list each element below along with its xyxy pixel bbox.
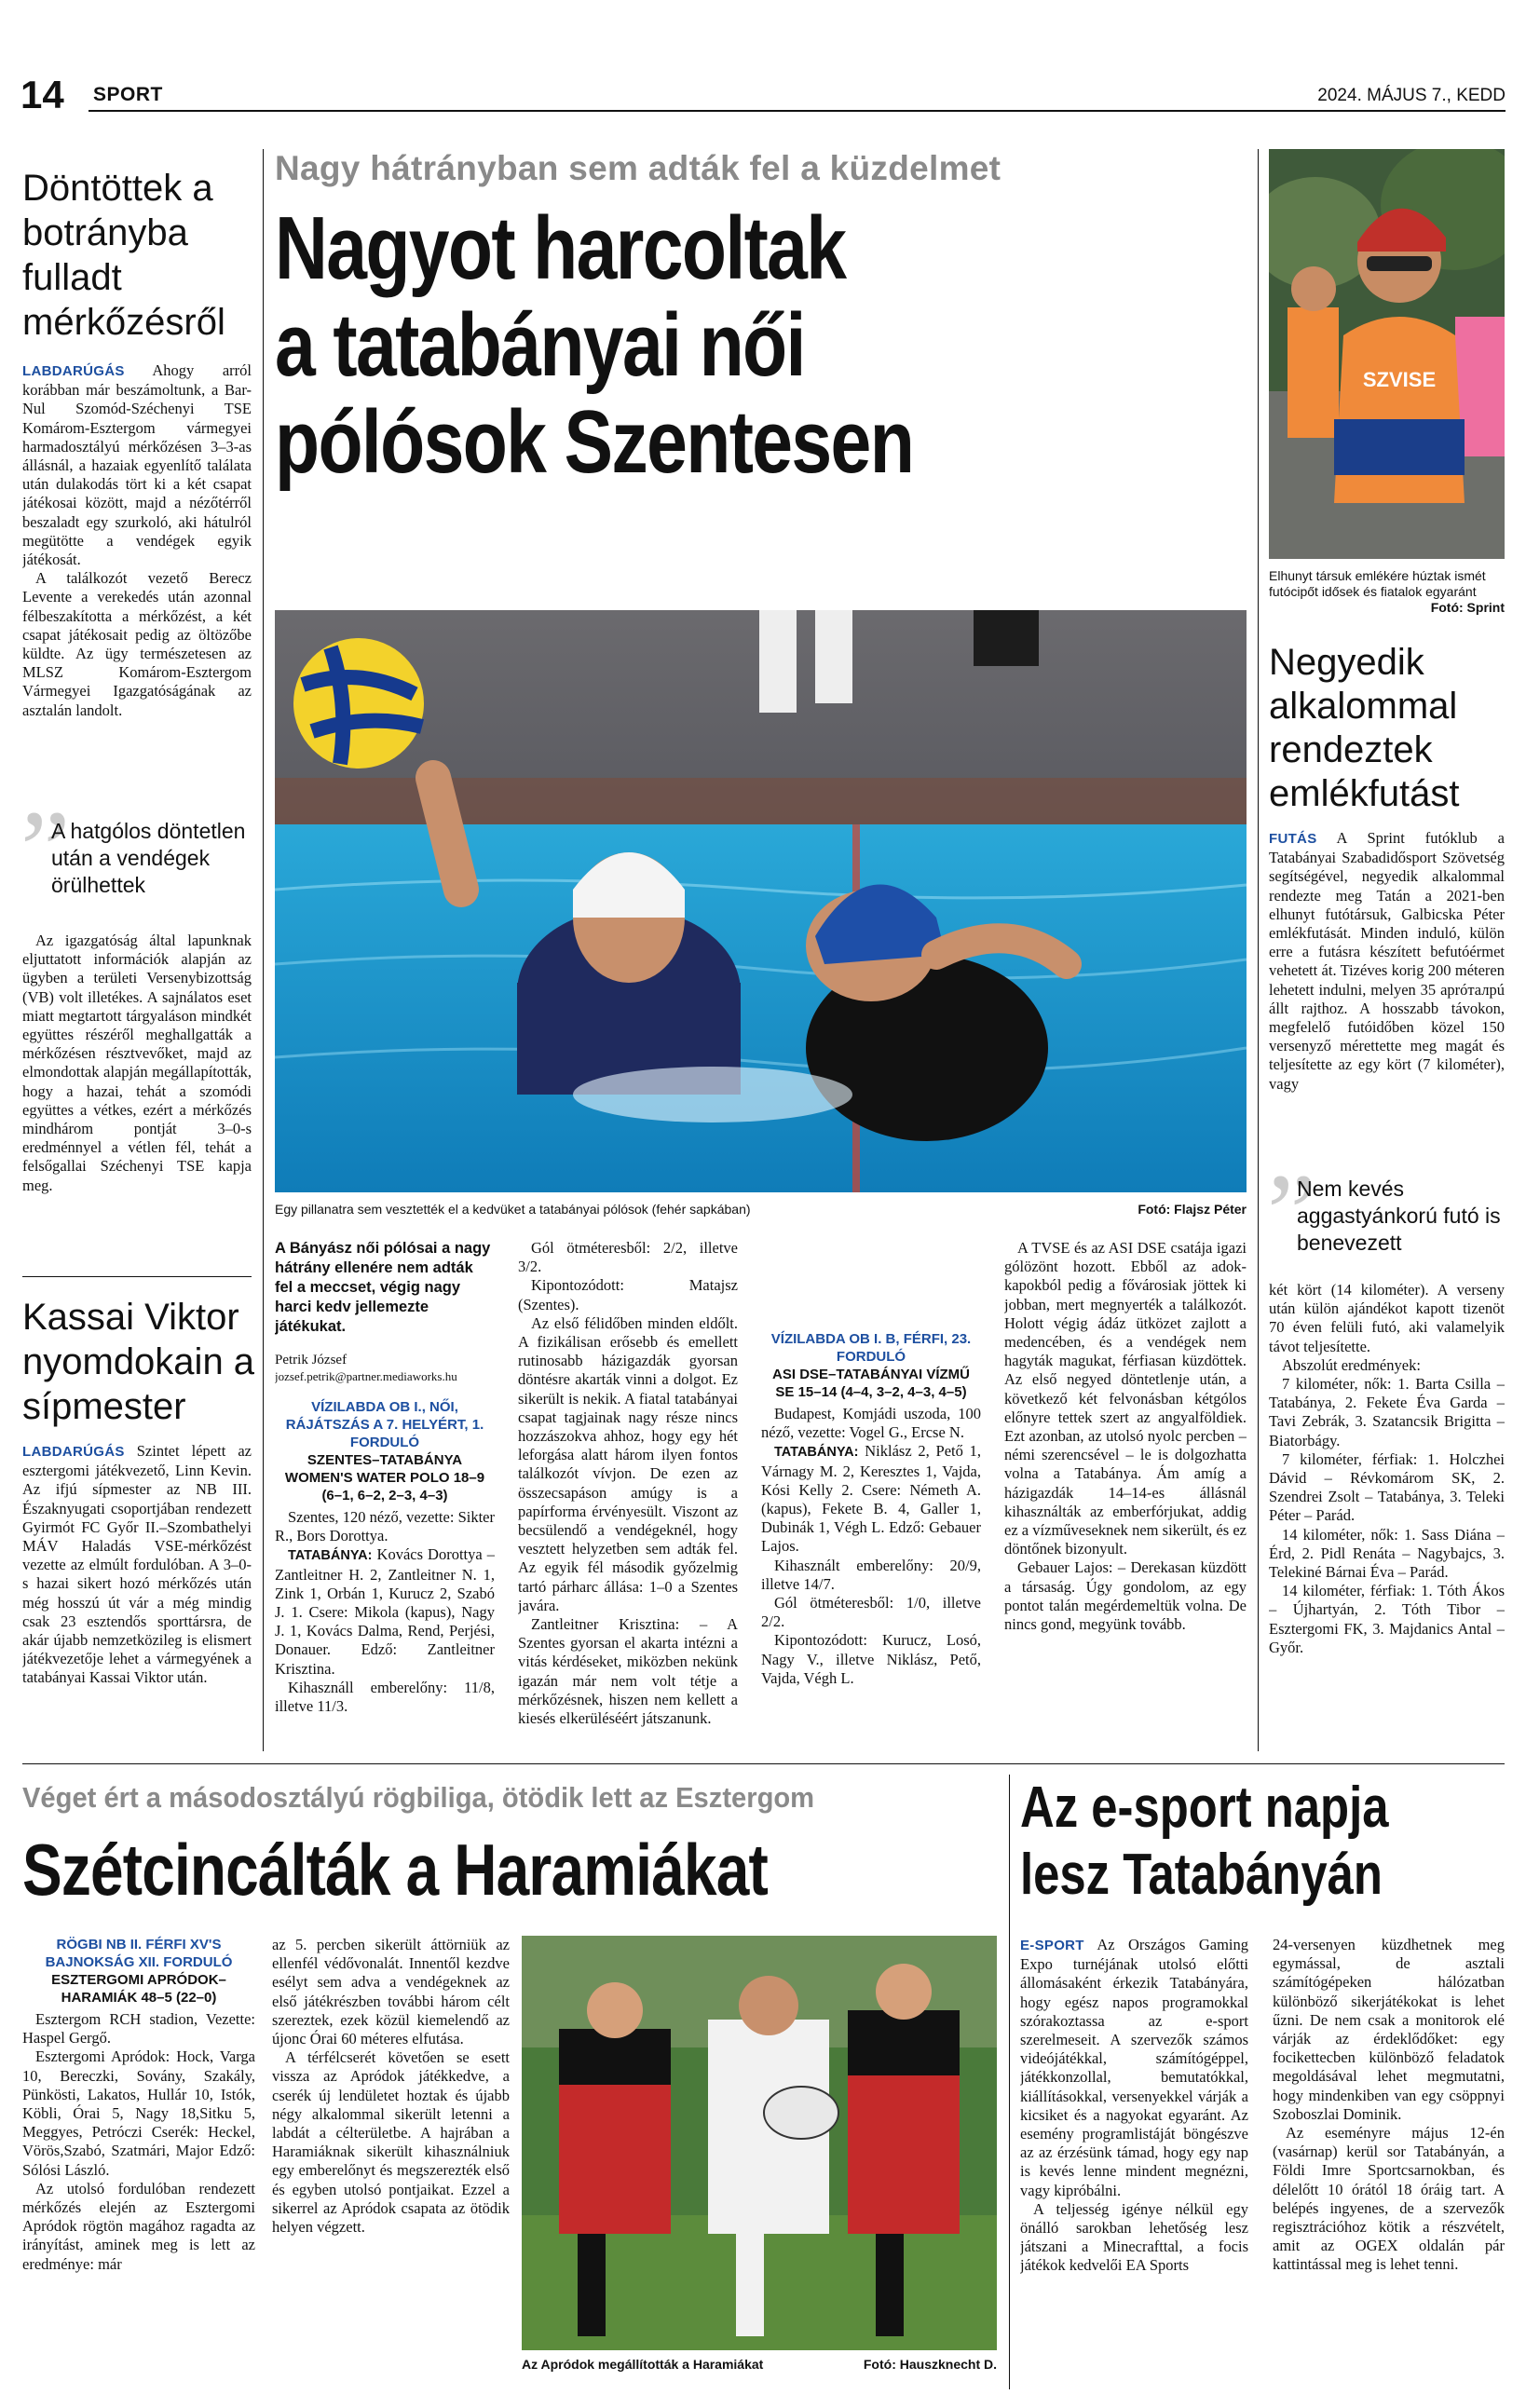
side-photo-credit: Fotó: Sprint [1430,600,1505,615]
main-paragraph: Gól ötméteresből: 2/2, illetve 3/2. [518,1239,738,1276]
art1-paragraph: A találkozót vezető Berecz Levente a verekedés után azonnal félbeszakította a mérkőzést, a két csapat játékosait pedig az öltözőbe küldte. Az ügy természetesen az MLSZ Komárom-Esztergom Vármegyei Igazgatóságának az asztalán landolt. [22,569,252,719]
esport-title [1020,1775,1388,1909]
esport-paragraph: Az Országos Gaming Expo turnéjának utolsó előtti állomásaként érkezik Tatabányára, hogy egész napos programokkal szórakoztassa az e-sport szerelmeseit. A szervezők számos videójátékkal, számítógéppel, játékkonzollal, bemutatókkal, kiállításokkal, versenyekkel várják a kicsiket és a nagyokat egyaránt. Az esemény programlistáját böngészve az az érzésünk támad, hogy egy nap is kevés lenne mindent megnézni, vagy kipróbálni. [1020,1936,1248,2199]
rugby-kicker: Véget ért a másodosztályú rögbiliga, ötödik lett az Esztergom [22,1781,815,1814]
rugby-stat-heading: RÖGBI NB II. FÉRFI XV'S BAJNOKSÁG XII. FORDULÓ [45,1937,233,1970]
art2-title: Kassai Viktor nyomdokain a sípmester [22,1297,255,1427]
rugby-photo-credit: Fotó: Hauszknecht D. [863,2357,997,2372]
stat1-periods: (6–1, 6–2, 2–3, 4–3) [321,1488,448,1503]
author-email: jozsef.petrik@partner.mediaworks.hu [275,1369,457,1383]
rugby-photo [522,1936,997,2350]
art1-paragraph: Ahogy arról korábban már beszámoltunk, a Bar-Nul Szomód-Széchenyi TSE Komárom-Esztergom vármegyei harmadosztályú mérkőzésen 3–3-as állásnál, a hazaiak egyenlítő találata után dulakodás tört ki a két csapat játékosai között, majd a nézőtérről beszaladt egy szurkoló, aki hátulról megütötte a vendégek egyik játékosát. [22,361,252,569]
main-col-1 [275,1239,495,1761]
main-paragraph: Budapest, Komjádi uszoda, 100 néző, vezette: Vogel G., Ercse N. [761,1405,981,1442]
main-col-3 [761,1239,981,1761]
stat2-label: TATABÁNYA: [774,1445,859,1461]
main-paragraph: Niklász 2, Pető 1, Várnagy M. 2, Keresztes 1, Vajda, Kósi Kelly 2. Csere: Németh A. (kapus), Fekete B. 4, Galler 1, Dubinák 1, Végh L. Edző: Gebauer Lajos. [761,1442,981,1556]
column-divider [1009,1775,1010,2389]
side-body [1269,829,1505,1160]
side-caption-text: Elhunyt társuk emlékére húztak ismét futócipőt idősek és fiatalok egyaránt [1269,568,1486,599]
quote-mark-icon: ” [1267,1150,1317,1274]
rugby-paragraph: Esztergom RCH stadion, Vezette: Haspel Gergő. [22,2010,255,2047]
side-result: 14 kilométer, nők: 1. Sass Diána – Érd, 2. Pidl Renáta – Nagybajcs, 3. Telekiné Bárnai Éva – Parád. [1269,1525,1505,1582]
main-paragraph: Kipontozódott: Kurucz, Losó, Nagy V., illetve Niklász, Pető, Vajda, Végh L. [761,1631,981,1687]
stat1-heading: VÍZILABDA OB I., NŐI, RÁJÁTSZÁS A 7. HELYÉRT, 1. FORDULÓ [285,1399,484,1450]
esport-paragraph: Az eseményre május 12-én (vasárnap) kerül sor Tatabányán, a Földi Imre Sportcsarnokban, és délelőtt 10 órától 18 óráig tart. A belépés ingyenes, de a szervezők regisztrációhoz kötik a részvételt, amit az OGEX oldalán pár kattintással meg is lehet tenni. [1273,2124,1505,2274]
main-kicker: Nagy hátrányban sem adták fel a küzdelmet [275,149,1001,187]
issue-date: 2024. MÁJUS 7., KEDD [1317,86,1506,105]
esport-paragraph: 24-versenyen küzdhetnek meg egymással, de asztali számítógépeken hálózatban különböző sikerjátékokat is lehet űzni. De nem csak a monitorok elé várják az érdeklődőket: egy focikettecben különböző feladatok megoldásával lehet megmutatni, hogy mindenkiben van egy csöppnyi Szoboszlai Dominik. [1273,1936,1505,2123]
rugby-title: Szétcincálták a Haramiákat [22,1829,768,1911]
side-title: Negyedik alkalommal rendeztek emlékfutást [1269,642,1460,814]
header-rule [89,110,1506,112]
art1-kicker: LABDARÚGÁS [22,363,125,379]
side-result: 7 kilométer, nők: 1. Barta Csilla – Tatabánya, 2. Fekete Éva Garda – Tavi Zebrák, 3. Szatancsik Brigitta – Biatorbágy. [1269,1375,1505,1449]
esport-title-line: lesz Tatabányán [1020,1843,1383,1907]
side-paragraph: A Sprint futóklub a Tatabányai Szabadidősport Szövetség segítségével, negyedik alkalommal rendezte meg Tatán a 2021-ben elhunyt futótársuk, Galbicska Péter emlékfutását. Minden induló, külön erre a futásra készített befutóérmet vehetett át. Tizéves korig 200 méteren lehetett indulni, melyen 35 apróталpú állt rajthoz. A hosszabb távokon, megfelelő futóidőben közel 150 versenyző mérettette meg magát és teljesítette az egy kört (7 kilométer), vagy [1269,829,1505,1093]
section-label: SPORT [93,84,163,105]
art1-body [22,361,252,799]
stat2-match: ASI DSE–TATABÁNYAI VÍZMŰ SE 15–14 (4–4, 3–2, 4–3, 4–5) [772,1367,970,1400]
art2-kicker: LABDARÚGÁS [22,1444,125,1460]
rugby-paragraph: Esztergomi Apródok: Hock, Varga 10, Bereczki, Sovány, Szakály, Pünkösti, Lakatos, Hullár 10, Istók, Köbli, Órai 5, Nagy 18,Sitku 5, Meggyes, Petróczi Cserék: Heckel, Vörös,Szabó, Szatmári, Major Edző: Sólósi László. [22,2047,255,2179]
main-col-2 [518,1239,738,1761]
main-title [275,200,913,491]
art2-body [22,1442,252,1749]
rugby-col-2 [272,1936,510,2392]
page-number: 14 [20,73,64,116]
main-paragraph: Gebauer Lajos: – Derekasan küzdött a társaság. Úgy gondolom, az egy pontot talán megérdemeltük volna. De nincs gond, megyünk tovább. [1004,1558,1247,1634]
side-paragraph: két kört (14 kilométer). A verseny után külön ajándékot kapott tizenöt 70 éven felüli futó, aki valamelyik távot teljesítette. [1269,1281,1505,1355]
main-paragraph: Szentes, 120 néző, vezette: Sikter R., Bors Dorottya. [275,1508,495,1545]
esport-paragraph: A teljesség igénye nélkül egy önálló sarokban lehetőség lesz játszani a Minecrafttal, a focis játékok kedvelői EA Sports [1020,2199,1248,2275]
main-paragraph: Kihasználl emberelőny: 11/8, illetve 11/3. [275,1678,495,1716]
esport-col-2 [1273,1936,1505,2392]
rugby-col-1 [22,1936,255,2392]
main-paragraph: Kovács Dorottya – Zantleitner H. 2, Zantleitner N. 1, Zink 1, Orbán 1, Kurucz 2, Szabó J. 1. Csere: Mikola (kapus), Nagy J. 1, Kovács Dalma, Rend, Perjési, Donauer. Edző: Zantleitner Krisztina. [275,1545,495,1678]
main-title-line: a tatabányai női [275,295,805,395]
divider [22,1276,252,1277]
rugby-stat-match: ESZTERGOMI APRÓDOK–HARAMIÁK 48–5 (22–0) [51,1972,226,2006]
side-photo-caption [1269,568,1505,616]
main-paragraph: Az első félidőben minden eldőlt. A fizikálisan erősebb és emellett rutinosabb házigazdák gyorsan döntésre akarták vinni a dolgot. Ez sikerült is nekik. A fiatal tatabányai csapat tagjainak nagy része nincs hozzászokva ahhoz, hogy egy hét leforgása alatt három ilyen fontos találkozót vívjon. De ezen az összecsapáson amúgy is a papírforma érvényesült. Viszont az becsülendő a vendégeknél, hogy vesztett helyzetben sem adták fel. Az egyik fél második győzelmig tartó párharc állása: 1–0 a Szentes javára. [518,1313,738,1614]
main-title-line: Nagyot harcoltak [275,198,846,298]
side-paragraph: Abszolút eredmények: [1282,1355,1421,1374]
main-paragraph: Kihasznált emberelőny: 20/9, illetve 14/7. [761,1556,981,1593]
stat1-match: SZENTES–TATABÁNYA WOMEN'S WATER POLO 18–9 [284,1452,485,1486]
side-kicker: FUTÁS [1269,831,1317,847]
side-pull-quote: Nem kevés aggastyánkorú futó is benevezett [1297,1177,1501,1255]
side-result: 7 kilométer, férfiak: 1. Holczhei Dávid – Révkomárom SK, 2. Szendrei Zsolt – Tatabánya, 3. Teleki Péter – Parád. [1269,1449,1505,1525]
main-paragraph: Kipontozódott: Matajsz (Szentes). [518,1276,738,1313]
main-lead: A Bányász női pólósai a nagy hátrány ellenére nem adták fel a meccset, végig nagy harci kedv jellemezte játékukat. [275,1240,491,1335]
stat1-label: TATABÁNYA: [288,1548,373,1564]
rugby-paragraph: A térfélcserét követően se esett vissza az Apródok játékkedve, a cserék új lendületet hoztak és újabb négy alkalommal sikerült letenni a labdát a célterületbe. A hajrában a Haramiáknak sikerült kihasználniuk egy emberelőnyt és megszerezték első és egyben utolsó pontjaikat. Ezzel a sikerrel az Apródok csapata az ötödik helyen végzett. [272,2048,510,2237]
main-paragraph: Zantleitner Krisztina: – A Szentes gyorsan el akarta intézni a vitás kérdéseket, miközben nekünk igazán már nem volt tétje a mérkőzésnek, hiszen nem kellett a kiesés elkerüléséért játszanunk. [518,1615,738,1728]
column-divider [1258,149,1259,1751]
art2-paragraph: Szintet lépett az esztergomi játékvezető, Linn Kevin. Az ifjú sípmester az NB III. Északnyugati csoportjában rendezett Gyirmót FC Győr II.–Szombathelyi MÁV Haladás VSE-mérkőzést vezette az elmúlt fordulóban. A 3–0-s hazai sikert hozó mérkőzés után még hosszú út vár a még mindig csak 23 esztendős sporttársra, de akár újabb nemzetközileg is elismert játékvezetője lehet a vármegyének a tatabányai Kassai Viktor után. [22,1442,252,1687]
column-divider [263,149,264,1751]
rugby-photo-caption: Az Apródok megállították a Haramiákat [522,2357,764,2372]
art1-paragraph: Az igazgatóság által lapunknak eljuttatott információk alapján az ügyben a területi Versenybizottság (VB) volt illetékes. A sajnálatos eset miatt megtartott tárgyaláson mindkét együttes részéről meghallgatták a mérkőzésen résztvevőket, majd az elmondottak alapján megállapították, hogy a hazai, tehát a szomódi együttes a vétkes, ezért a mérkőzés mindhárom pontját 3–0-s eredménnyel a vétlen fél, tehát a felsőgallai Széchenyi TSE kapja meg. [22,932,252,1194]
rugby-paragraph: az 5. percben sikerült áttörniük az ellenfél védővonalát. Innentől kezdve esélyt sem adva a vendégeknek az első játékrészben további három célt szereztek, ezek közül kiemelendő az újonc Órai 60 méteres elfutása. [272,1936,510,2048]
main-paragraph: A TVSE és az ASI DSE csatája igazi gólözönt hozott. Ebből az adok-kapokból pedig a fővárosiak jöttek ki jobban, mert megnyerték a találkozót. Holott végig ádáz ütközet zajlott a medencében, és a vendégek nem hagyták magukat, férfiasan küzdöttek. Az első negyed döntetlenje után, a következő két felvonásban kétgólos előnyre tettek szert az angyalföldiek. Ezt azonban, az utolsó nyolc percben – némi szerencsével – le is dolgozhatta volna a Tatabánya. Ám amíg a házigazdák 14–14-es állásnál kihasználták az emberfórjukat, addig ez a vízműveseknek nem sikerült, és ez döntőnek bizonyult. [1004,1239,1247,1558]
section-divider [22,1763,1505,1764]
esport-title-line: Az e-sport napja [1020,1775,1389,1840]
main-title-line: pólósok Szentesen [275,392,914,492]
side-body-cont [1269,1281,1505,1756]
main-paragraph: Gól ötméteresből: 1/0, illetve 2/2. [761,1594,981,1631]
esport-kicker: E-SPORT [1020,1938,1084,1953]
waterpolo-photo [275,610,1247,1192]
main-photo-credit: Fotó: Flajsz Péter [1138,1202,1247,1217]
main-photo-caption: Egy pillanatra sem vesztették el a kedvüket a tatabányai pólósok (fehér sapkában) [275,1202,751,1217]
author-name: Petrik József [275,1353,347,1367]
esport-col-1 [1020,1936,1248,2392]
quote-mark-icon: ” [20,787,71,911]
rugby-paragraph: Az utolsó fordulóban rendezett mérkőzés elején az Esztergomi Apródok rögtön magához ragadta az irányítást, aminek meg is lett az eredménye: már [22,2179,255,2273]
shirt-text: SZVISE [1362,368,1437,391]
stat2-heading: VÍZILABDA OB I. B, FÉRFI, 23. FORDULÓ [770,1331,972,1365]
art1-body-cont [22,932,252,1267]
art1-pull-quote: A hatgólos döntetlen után a vendégek örülhettek [51,819,246,897]
side-result: 14 kilométer, férfiak: 1. Tóth Ákos – Újhartyán, 2. Tóth Tibor – Esztergomi FK, 3. Majdanics Antal – Győr. [1269,1582,1505,1656]
art1-title: Döntöttek a botrányba fulladt mérkőzésről [22,168,225,343]
main-col-4 [1004,1239,1247,1761]
runner-photo [1269,149,1505,559]
